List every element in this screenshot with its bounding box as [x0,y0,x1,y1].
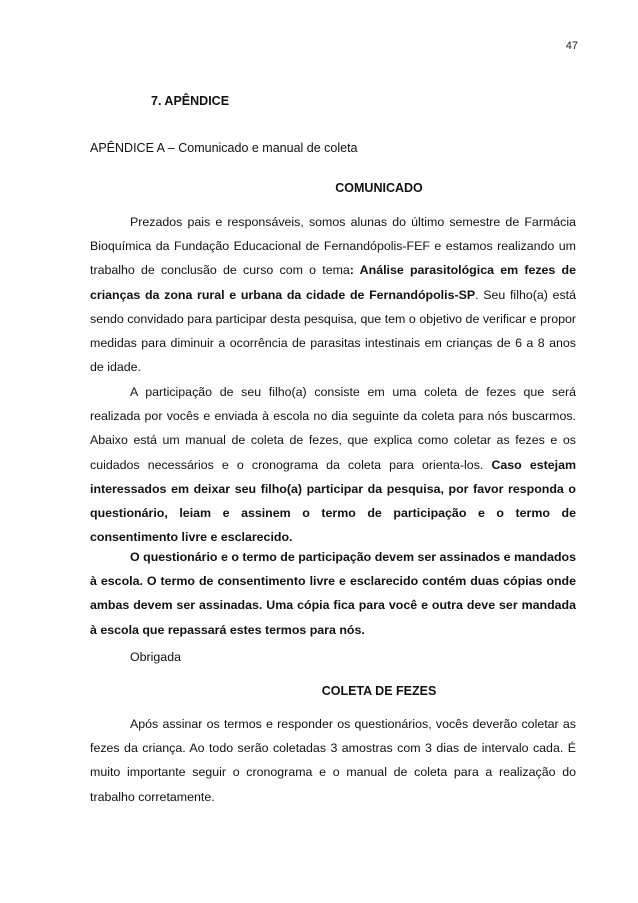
page-number: 47 [565,40,578,52]
comunicado-p1-text-c: . Seu filho(a) está sendo convidado para participar desta pesquisa, que tem o objetivo de verificar e propor medidas para diminuir a ocorrência de parasitas intestinais em crianças de 6 a 8 anos de idade. [90,287,576,375]
comunicado-p1-theme: : Análise parasitológica em fezes de crianças da zona rural e urbana da cidade de Fernandópolis-SP [90,263,576,302]
comunicado-heading: COMUNICADO [335,181,423,195]
coleta-paragraph-1: Após assinar os termos e responder os questionários, vocês deverão coletar as fezes da criança. Ao todo serão coletadas 3 amostras com 3 dias de intervalo cada. É muito importante seguir o cronograma e o manual de coleta para a realização do trabalho corretamente. [90,717,576,804]
comunicado-paragraph-3: O questionário e o termo de participação devem ser assinados e mandados à escola. O termo de consentimento livre e esclarecido contém duas cópias onde ambas devem ser assinadas. Uma cópia fica para você e outra deve ser mandada à escola que repassará estes termos para nós. [90,550,576,637]
appendix-heading: APÊNDICE A – Comunicado e manual de coleta [90,141,358,155]
comunicado-p2-text-a: A participação de seu filho(a) consiste em uma coleta de fezes que será realizada por vocês e enviada à escola no dia seguinte da coleta para nós buscarmos. Abaixo está um manual de coleta de fezes, que explica como coletar as fezes e os cuidados necessários e o cronograma da coleta para orienta-los. [90,385,576,472]
comunicado-paragraph-1 [90,210,576,379]
comunicado-paragraph-2 [90,380,576,549]
comunicado-p1-text-a: Prezados pais e responsáveis, somos alunas do último semestre de Farmácia Bioquímica da Fundação Educacional de Fernandópolis-FEF e estamos realizando um trabalho de conclusão de curso com o tema [90,215,576,278]
comunicado-closing: Obrigada [130,650,181,664]
comunicado-p2-instructions: Caso estejam interessados em deixar seu filho(a) participar da pesquisa, por favor responda o questionário, leiam e assinem o termo de participação e o termo de consentimento livre e esclarecido. [90,457,576,545]
section-title: 7. APÊNDICE [151,94,230,108]
coleta-heading: COLETA DE FEZES [321,684,437,698]
